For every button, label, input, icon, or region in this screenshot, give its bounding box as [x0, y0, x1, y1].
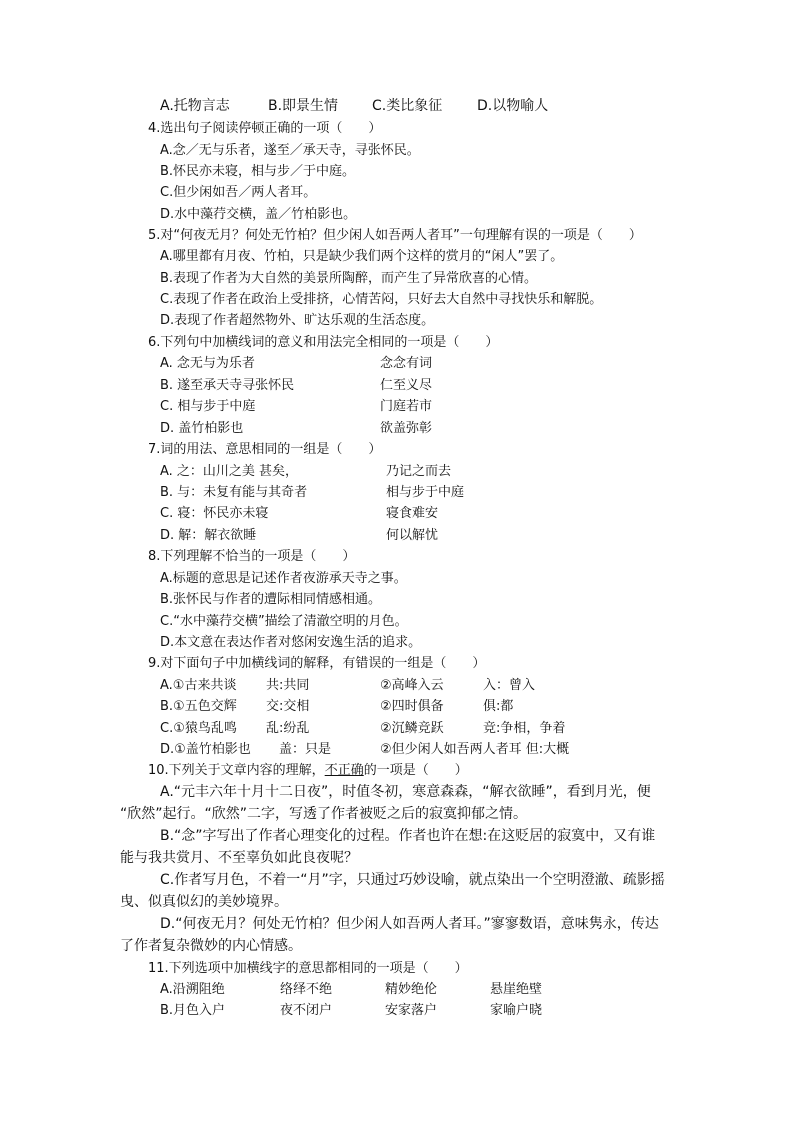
- q4-option: A.念／无与乐者，遂至／承天寺，寻张怀民。: [160, 143, 420, 158]
- q11-cell: B.月色入户: [160, 1003, 226, 1018]
- q9-c2: 乱:纷乱: [266, 721, 310, 736]
- q9-c1: C.①猿鸟乱鸣: [160, 721, 237, 736]
- q6-row-right: 念念有词: [380, 356, 433, 371]
- q11-stem: 11.下列选项中加横线字的意思都相同的一项是（ ）: [148, 961, 468, 976]
- q10-line: 曳、似真似幻的美妙境界。: [120, 894, 288, 910]
- q9-c4: 竞:争相，争着: [483, 721, 566, 736]
- q3-option-c: C.类比象征: [372, 98, 443, 114]
- q9-c4: 入：曾入: [483, 678, 536, 693]
- q11-cell: 安家落户: [385, 1003, 438, 1018]
- q6-stem: 6.下列句中加横线词的意义和用法完全相同的一项是（ ）: [148, 335, 499, 350]
- q7-row-left: A. 之：山川之美 甚矣，: [160, 464, 299, 479]
- q9-c3: ②但少闲人如吾两人者耳 但:大概: [380, 742, 570, 757]
- q4-option: D.水中藻荇交横，盖／竹柏影也。: [160, 207, 357, 222]
- q8-stem: 8.下列理解不恰当的一项是（ ）: [148, 549, 356, 564]
- q7-row-right: 寝食难安: [386, 506, 439, 521]
- q7-row-left: C. 寝：怀民亦未寝: [160, 506, 269, 521]
- q7-row-right: 何以解忧: [386, 528, 439, 543]
- q9-stem: 9.对下面句子中加横线词的解释，有错误的一组是（ ）: [148, 656, 486, 671]
- q4-option: B.怀民亦未寝，相与步／于中庭。: [160, 164, 356, 179]
- q3-option-d: D.以物喻人: [477, 98, 549, 114]
- q5-option: A.哪里都有月夜、竹柏，只是缺少我们两个这样的赏月的“闲人”罢了。: [160, 249, 564, 264]
- q9-c2: 交:交相: [266, 699, 310, 714]
- q10-stem: [148, 760, 468, 781]
- q10-line: “欣然”起行。“欣然”二字，写透了作者被贬之后的寂寞抑郁之情。: [120, 806, 528, 822]
- q10-line: 了作者复杂微妙的内心情感。: [120, 938, 302, 954]
- q4-stem: 4.选出句子阅读停顿正确的一项（ ）: [148, 121, 382, 136]
- q9-c1: A.①古来共谈: [160, 678, 237, 693]
- q10-stem-underlined: 不正确: [324, 763, 364, 778]
- q10-line: C.作者写月色，不着一“月”字，只通过巧妙设喻，就点染出一个空明澄澈、疏影摇: [160, 872, 665, 888]
- q11-cell: 精妙绝伦: [385, 982, 438, 997]
- q6-row-left: C. 相与步于中庭: [160, 399, 256, 414]
- q10-stem-pre: 10.下列关于文章内容的理解，: [148, 763, 325, 778]
- q5-option: D.表现了作者超然物外、旷达乐观的生活态度。: [160, 313, 435, 328]
- q7-row-left: D. 解：解衣欲睡: [160, 528, 257, 543]
- q8-option: D.本文意在表达作者对悠闲安逸生活的追求。: [160, 635, 422, 650]
- q11-cell: A.沿溯阻绝: [160, 982, 225, 997]
- q7-stem: 7.词的用法、意思相同的一组是（ ）: [148, 442, 382, 457]
- q7-row-right: 相与步于中庭: [386, 485, 465, 500]
- q6-row-right: 欲盖弥彰: [380, 421, 433, 436]
- q8-option: A.标题的意思是记述作者夜游承天寺之事。: [160, 571, 407, 586]
- q10-line: D.“何夜无月？何处无竹柏？但少闲人如吾两人者耳。”寥寥数语，意味隽永，传达: [160, 916, 659, 932]
- q11-cell: 络绎不绝: [280, 982, 333, 997]
- q8-option: B.张怀民与作者的遭际相同情感相通。: [160, 592, 382, 607]
- q5-option: B.表现了作者为大自然的美景所陶醉，而产生了异常欣喜的心情。: [160, 271, 538, 286]
- q6-row-left: D. 盖竹柏影也: [160, 421, 244, 436]
- q9-c4: 俱:都: [483, 699, 514, 714]
- q3-option-b: B.即景生情: [268, 98, 339, 114]
- q9-c3: ②沉鳞竞跃: [380, 721, 444, 736]
- q11-cell: 家喻户晓: [490, 1003, 543, 1018]
- q9-c2: 盖：只是: [279, 742, 332, 757]
- q6-row-left: B. 遂至承天寺寻张怀民: [160, 378, 295, 393]
- q6-row-left: A. 念无与为乐者: [160, 356, 255, 371]
- q9-c1: B.①五色交辉: [160, 699, 237, 714]
- q7-row-right: 乃记之而去: [386, 464, 452, 479]
- q9-c3: ②高峰入云: [380, 678, 444, 693]
- q9-c1: D.①盖竹柏影也: [160, 742, 251, 757]
- q10-line: 能与我共赏月、不至辜负如此良夜呢？: [120, 850, 358, 866]
- q10-stem-post: 的一项是（ ）: [363, 763, 468, 778]
- q5-option: C.表现了作者在政治上受排挤，心情苦闷，只好去大自然中寻找快乐和解脱。: [160, 292, 603, 307]
- q9-c2: 共:共同: [266, 678, 310, 693]
- q6-row-right: 门庭若市: [380, 399, 433, 414]
- q7-row-left: B. 与：未复有能与其奇者: [160, 485, 308, 500]
- q4-option: C.但少闲如吾／两人者耳。: [160, 185, 317, 200]
- q9-c3: ②四时俱备: [380, 699, 444, 714]
- q5-stem: 5.对“何夜无月？何处无竹柏？但少闲人如吾两人者耳”一句理解有误的一项是（ ）: [148, 228, 642, 243]
- q10-line: B.“念”字写出了作者心理变化的过程。作者也许在想:在这贬居的寂寞中，又有谁: [160, 828, 656, 844]
- q3-option-a: A.托物言志: [160, 98, 230, 114]
- q6-row-right: 仁至义尽: [380, 378, 433, 393]
- q10-line: A.“元丰六年十月十二日夜”，时值冬初，寒意森森，“解衣欲睡”，看到月光，便: [160, 784, 651, 800]
- q8-option: C.“水中藻荇交横”描绘了清澈空明的月色。: [160, 614, 408, 629]
- q11-cell: 夜不闭户: [280, 1003, 333, 1018]
- q11-cell: 悬崖绝壁: [490, 982, 543, 997]
